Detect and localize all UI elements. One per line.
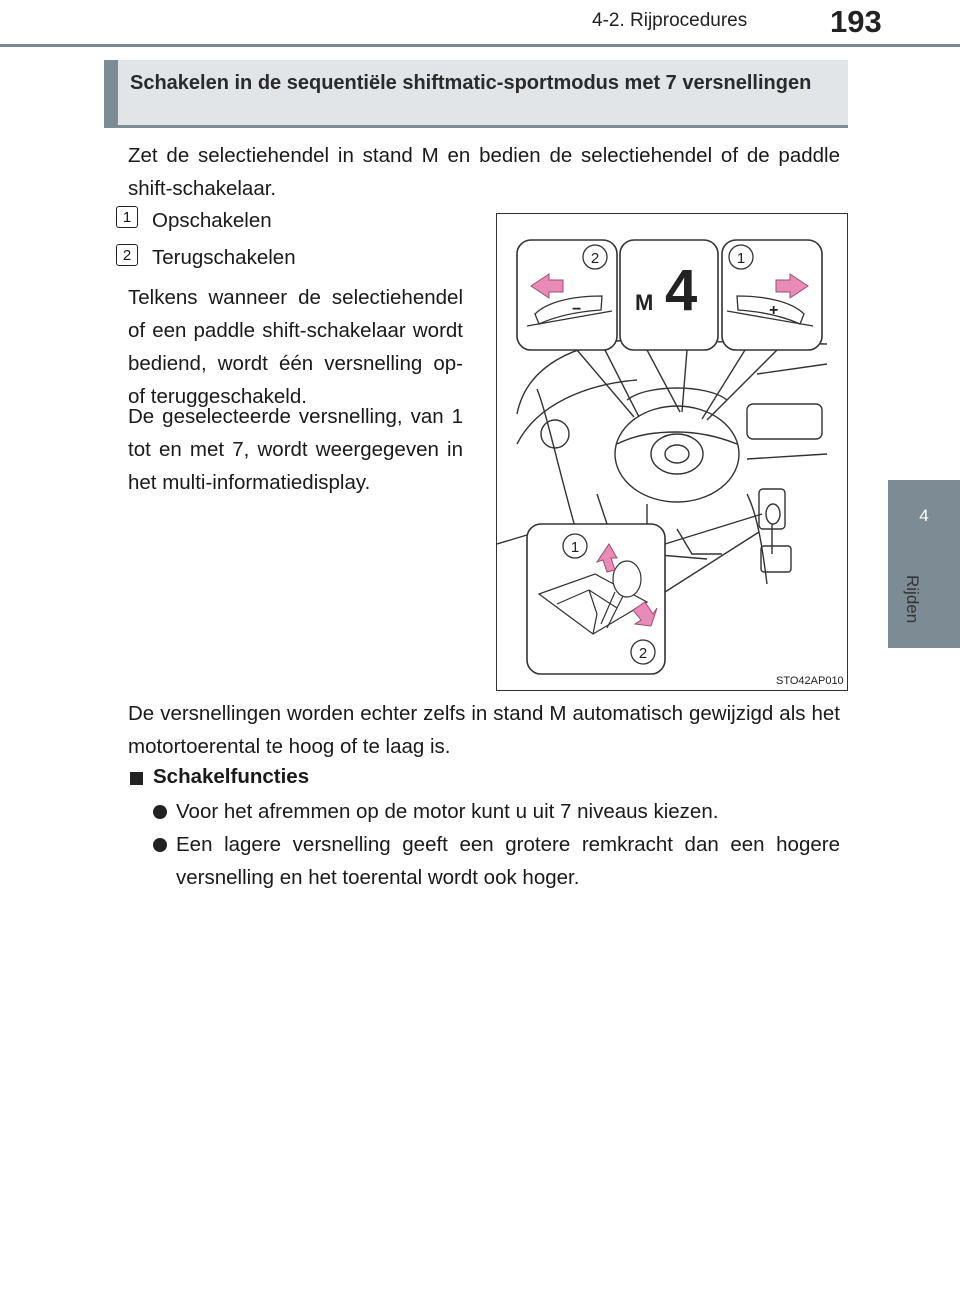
chapter-number: 4: [919, 506, 929, 525]
chapter-label-text: Rijden: [903, 575, 922, 624]
minus-symbol: −: [572, 301, 582, 318]
header-divider: [0, 44, 960, 47]
item-label-upshift: Opschakelen: [152, 209, 272, 232]
gear-indicator: 4: [665, 258, 698, 323]
shift-illustration: [496, 213, 848, 691]
figure-code: STO42AP010: [776, 675, 844, 687]
section-heading: Schakelfuncties: [153, 765, 310, 788]
section-title: Schakelen in de sequentiële shiftmatic-sportmodus met 7 versnellingen: [130, 72, 812, 94]
chapter-label: [896, 575, 926, 635]
item-number-badge: 2: [116, 244, 138, 266]
bullet-icon: [153, 838, 167, 852]
heading-square-icon: [130, 772, 143, 785]
section-title-box: [104, 60, 848, 128]
mode-indicator: M: [635, 290, 654, 315]
page-number: 193: [830, 4, 882, 39]
plus-symbol: +: [769, 302, 779, 319]
callout-2-lever: 2: [638, 645, 648, 662]
auto-shift-paragraph: De versnellingen worden echter zelfs in stand M automatisch gewijzigd als het motortoerental te hoog of te laag is.: [128, 702, 840, 758]
bullet-text: Een lagere versnelling geeft een grotere remkracht dan een hogere versnelling en het toerental wordt ook hoger.: [176, 833, 840, 889]
bullet-text: Voor het afremmen op de motor kunt u uit 7 niveaus kiezen.: [176, 800, 719, 823]
callout-1-top: 1: [736, 250, 746, 267]
item-label-downshift: Terugschakelen: [152, 246, 296, 269]
illustration-svg: [497, 214, 846, 689]
display-paragraph: De geselecteerde versnelling, van 1 tot en met 7, wordt weergegeven in het multi-informatiedisplay.: [128, 405, 463, 494]
callout-2-top: 2: [590, 250, 600, 267]
intro-paragraph: Zet de selectiehendel in stand M en bedien de selectiehendel of de paddle shift-schakelaar.: [128, 144, 840, 200]
bullet-icon: [153, 805, 167, 819]
section-header: 4-2. Rijprocedures: [592, 10, 748, 31]
callout-1-lever: 1: [570, 539, 580, 556]
item-number-badge: 1: [116, 206, 138, 228]
shift-paragraph: Telkens wanneer de selectiehendel of een paddle shift-schakelaar wordt bediend, wordt één versnelling op- of teruggeschakeld.: [128, 286, 463, 408]
